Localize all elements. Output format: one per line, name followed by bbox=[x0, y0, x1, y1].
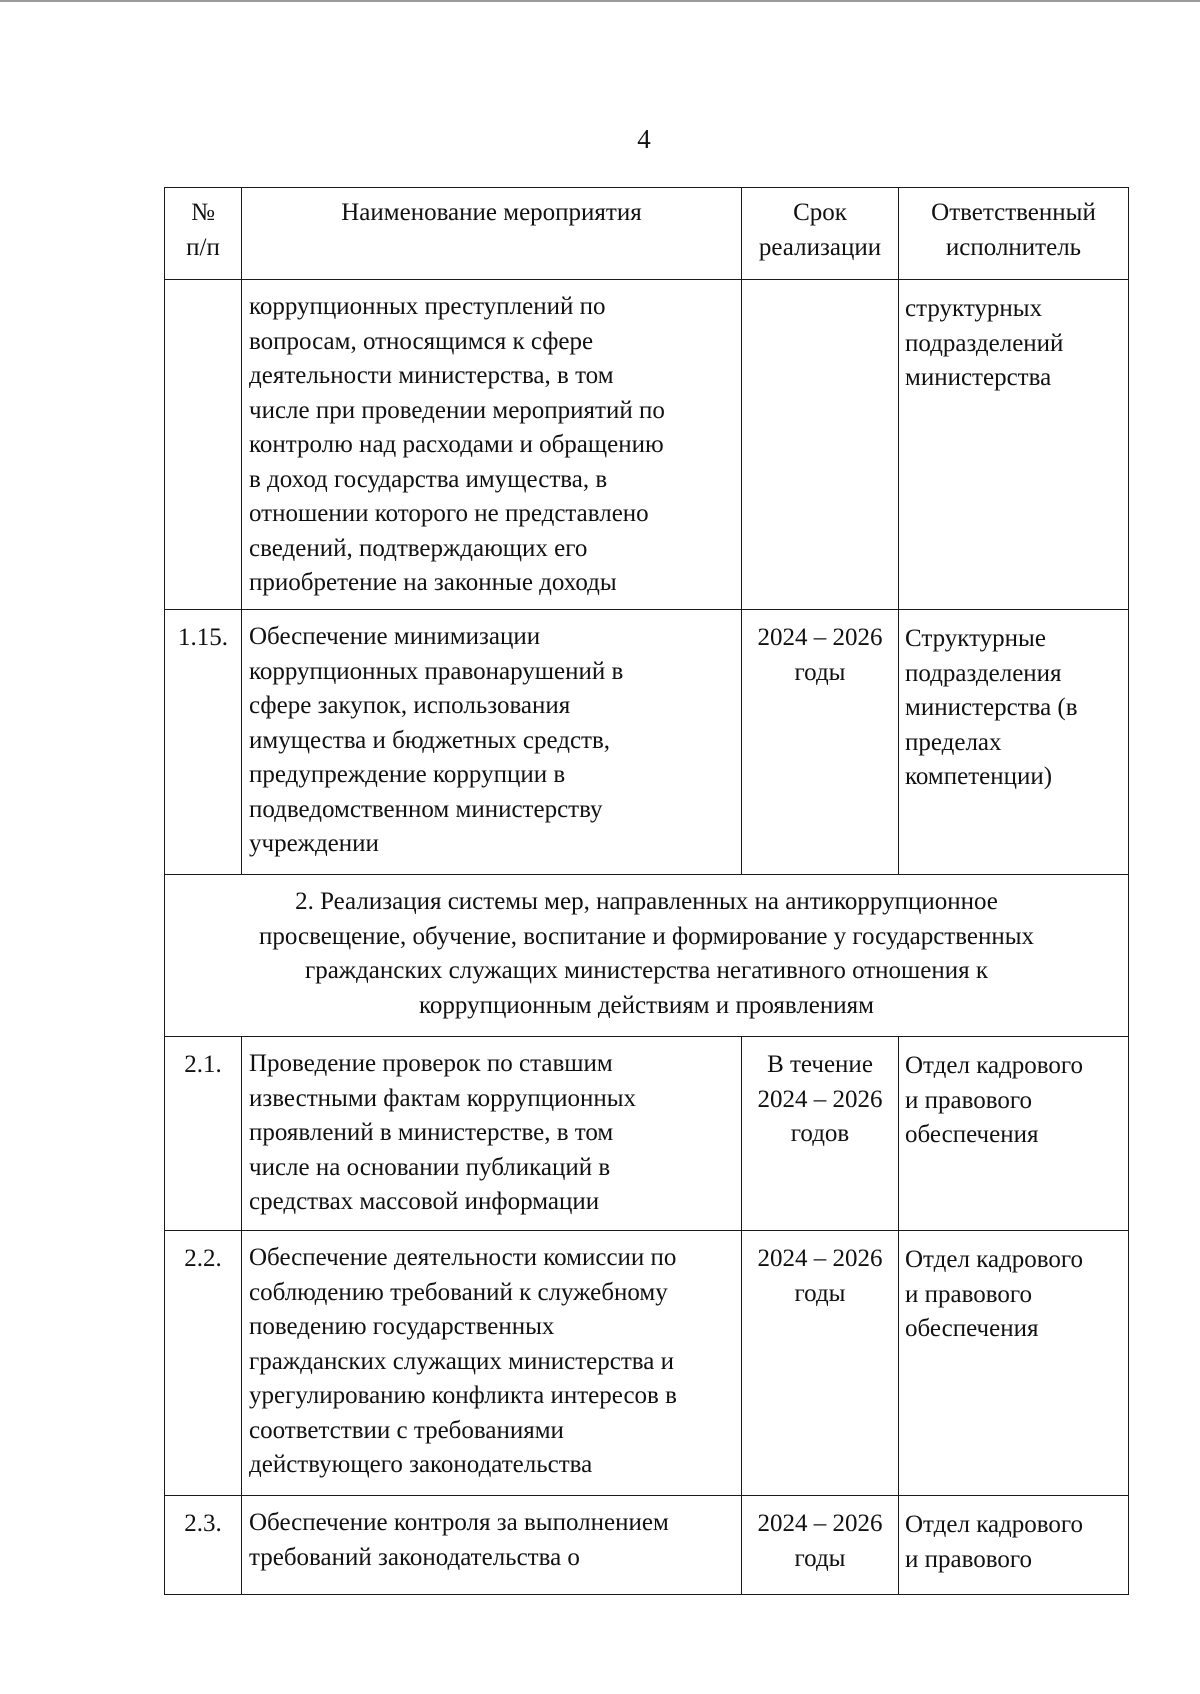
text-line: 2024 – 2026 bbox=[757, 1245, 883, 1272]
row-measure-name bbox=[242, 1231, 742, 1496]
text-line: 2024 – 2026 bbox=[757, 1085, 883, 1113]
text-line: годов bbox=[790, 1120, 850, 1147]
header-term bbox=[742, 188, 899, 280]
header-line: Наименование мероприятия bbox=[341, 199, 642, 226]
row-term bbox=[742, 610, 899, 875]
row-number: 2.3. bbox=[165, 1496, 242, 1595]
section-heading bbox=[165, 875, 1129, 1037]
page-top-edge bbox=[0, 0, 1200, 2]
text-line: подразделения bbox=[905, 659, 1062, 687]
section-heading-row bbox=[165, 875, 1129, 1037]
row-responsible bbox=[899, 1231, 1129, 1496]
text-line: сведений, подтверждающих его bbox=[249, 534, 588, 562]
header-responsible bbox=[899, 188, 1129, 280]
header-line: Срок bbox=[793, 199, 847, 226]
table-row bbox=[165, 280, 1129, 610]
text-line: Отдел кадрового bbox=[905, 1052, 1084, 1079]
text-line: в доход государства имущества, в bbox=[249, 465, 608, 493]
text-line: министерства (в bbox=[905, 694, 1078, 721]
text-line: Обеспечение деятельности комиссии по bbox=[249, 1244, 677, 1271]
row-term bbox=[742, 1231, 899, 1496]
text-line: поведению государственных bbox=[249, 1313, 555, 1340]
text-line: структурных bbox=[905, 295, 1043, 322]
text-line: средствах массовой информации bbox=[249, 1188, 600, 1215]
text-line: просвещение, обучение, воспитание и формирование у государственных bbox=[258, 922, 1035, 950]
text-line: гражданских служащих министерства негативного отношения к bbox=[304, 957, 989, 984]
text-line: числе при проведении мероприятий по bbox=[249, 396, 665, 424]
text-line: числе на основании публикаций в bbox=[249, 1153, 611, 1181]
text-line: обеспечения bbox=[905, 1315, 1039, 1342]
text-line: проявлений в министерстве, в том bbox=[249, 1119, 614, 1146]
text-line: действующего законодательства bbox=[249, 1451, 593, 1478]
row-number: 2.2. bbox=[165, 1231, 242, 1496]
text-line: контролю над расходами и обращению bbox=[249, 431, 664, 458]
header-line: реализации bbox=[758, 233, 882, 261]
text-line: урегулированию конфликта интересов в bbox=[249, 1382, 677, 1409]
text-line: коррупционных правонарушений в bbox=[249, 657, 624, 685]
text-line: приобретение на законные доходы bbox=[249, 569, 617, 596]
header-line: п/п bbox=[186, 233, 220, 261]
text-line: компетенции) bbox=[905, 763, 1053, 790]
text-line: министерства bbox=[905, 364, 1052, 391]
table-row bbox=[165, 1037, 1129, 1231]
table-row bbox=[165, 1231, 1129, 1496]
row-number: 1.15. bbox=[165, 610, 242, 875]
text-line: соответствии с требованиями bbox=[249, 1416, 564, 1444]
row-responsible bbox=[899, 1037, 1129, 1231]
row-number: 2.1. bbox=[165, 1037, 242, 1231]
table-row bbox=[165, 1496, 1129, 1595]
text-line: коррупционных преступлений по bbox=[249, 293, 606, 320]
text-line: Отдел кадрового bbox=[905, 1246, 1084, 1273]
text-line: пределах bbox=[905, 728, 1002, 756]
text-line: 2. Реализация системы мер, направленных на антикоррупционное bbox=[295, 888, 998, 915]
table-header-row bbox=[165, 188, 1129, 280]
text-line: Отдел кадрового bbox=[905, 1511, 1084, 1538]
header-line: № bbox=[191, 199, 215, 226]
text-line: гражданских служащих министерства и bbox=[249, 1347, 674, 1375]
text-line: годы bbox=[794, 658, 846, 686]
text-line: 2024 – 2026 bbox=[757, 1510, 883, 1537]
header-measure-name bbox=[242, 188, 742, 280]
header-number bbox=[165, 188, 242, 280]
row-measure-name bbox=[242, 1037, 742, 1231]
text-line: Структурные bbox=[905, 625, 1046, 652]
text-line: известными фактам коррупционных bbox=[249, 1084, 637, 1112]
text-line: Обеспечение минимизации bbox=[249, 623, 541, 650]
row-term bbox=[742, 1037, 899, 1231]
text-line: отношении которого не представлено bbox=[249, 500, 649, 527]
measures-table bbox=[164, 187, 1129, 1595]
row-term bbox=[742, 1496, 899, 1595]
row-number bbox=[165, 280, 242, 610]
row-term bbox=[742, 280, 899, 610]
header-line: исполнитель bbox=[945, 233, 1082, 261]
text-line: деятельности министерства, в том bbox=[249, 362, 614, 389]
text-line: вопросам, относящимся к сфере bbox=[249, 327, 594, 355]
text-line: предупреждение коррупции в bbox=[249, 761, 566, 788]
text-line: имущества и бюджетных средств, bbox=[249, 726, 611, 754]
row-responsible bbox=[899, 610, 1129, 875]
text-line: подразделений bbox=[905, 329, 1064, 357]
text-line: и правового bbox=[905, 1545, 1033, 1573]
text-line: и правового bbox=[905, 1086, 1033, 1114]
text-line: В течение bbox=[767, 1051, 873, 1078]
text-line: учреждении bbox=[249, 830, 379, 857]
page-number: 4 bbox=[637, 124, 651, 154]
text-line: 2024 – 2026 bbox=[757, 624, 883, 651]
text-line: коррупционным действиям и проявлениям bbox=[419, 991, 874, 1019]
table-row bbox=[165, 610, 1129, 875]
row-measure-name bbox=[242, 280, 742, 610]
row-measure-name bbox=[242, 610, 742, 875]
text-line: соблюдению требований к служебному bbox=[249, 1278, 668, 1306]
text-line: и правового bbox=[905, 1280, 1033, 1308]
text-line: Проведение проверок по ставшим bbox=[249, 1050, 613, 1077]
text-line: Обеспечение контроля за выполнением bbox=[249, 1509, 669, 1536]
text-line: годы bbox=[794, 1544, 846, 1572]
row-responsible bbox=[899, 1496, 1129, 1595]
row-responsible bbox=[899, 280, 1129, 610]
text-line: требований законодательства о bbox=[249, 1543, 580, 1571]
text-line: сфере закупок, использования bbox=[249, 692, 571, 719]
text-line: подведомственном министерству bbox=[249, 795, 603, 823]
text-line: обеспечения bbox=[905, 1121, 1039, 1148]
header-line: Ответственный bbox=[931, 199, 1096, 226]
row-measure-name bbox=[242, 1496, 742, 1595]
text-line: годы bbox=[794, 1279, 846, 1307]
